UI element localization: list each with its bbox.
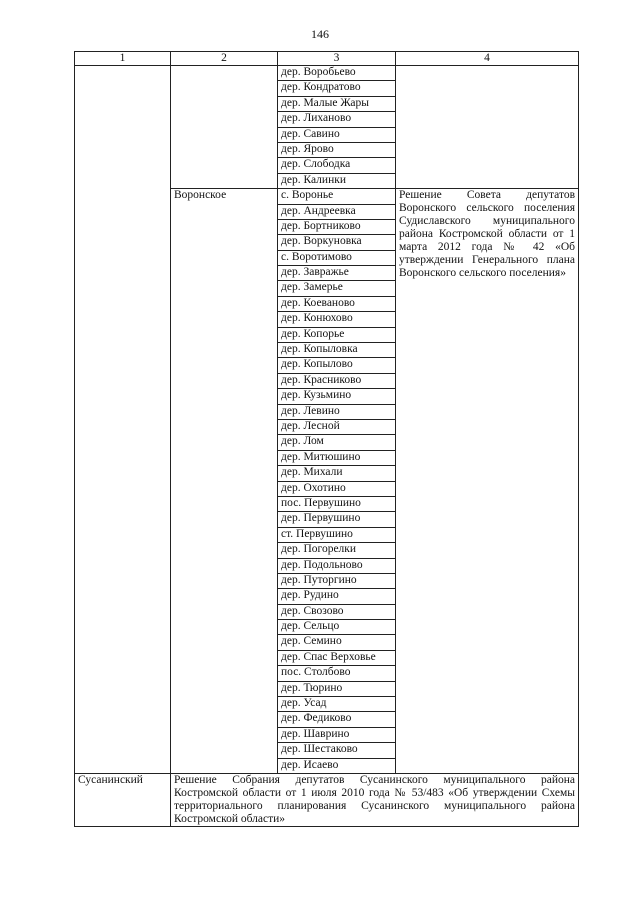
page-number: 146 [311, 27, 329, 41]
settlement-cell: дер. Исаево [278, 758, 396, 773]
settlement-cell: дер. Завражье [278, 266, 396, 281]
column-header-2: 2 [171, 52, 278, 66]
settlement-cell: дер. Савино [278, 127, 396, 142]
subdistrict-name: Воронское [171, 189, 278, 774]
settlement-cell: дер. Лиханово [278, 112, 396, 127]
table-body [75, 66, 579, 827]
settlement-cell: дер. Конюхово [278, 312, 396, 327]
settlement-cell: дер. Сельцо [278, 620, 396, 635]
settlement-cell: дер. Красниково [278, 373, 396, 388]
settlement-cell: пос. Столбово [278, 666, 396, 681]
column-header-1: 1 [75, 52, 171, 66]
settlement-cell: дер. Федиково [278, 712, 396, 727]
settlement-cell: дер. Митюшино [278, 450, 396, 465]
settlement-cell: дер. Кондратово [278, 81, 396, 96]
table-row [75, 66, 579, 81]
settlement-cell: дер. Тюрино [278, 681, 396, 696]
settlements-table [74, 51, 579, 827]
settlement-cell: дер. Воркуновка [278, 235, 396, 250]
settlement-cell: дер. Спас Верховье [278, 650, 396, 665]
subdistrict-document: Решение Совета депутатов Воронского сельского поселения Судиславского муниципального района Костромской области от 1 марта 2012 года № 42 «Об утверждении Генерального плана Воронского сельского поселения» [399, 189, 575, 280]
district-document-cell [171, 773, 579, 826]
settlement-cell: дер. Калинки [278, 173, 396, 188]
settlement-cell: дер. Усад [278, 697, 396, 712]
settlement-cell: дер. Первушино [278, 512, 396, 527]
settlement-cell: дер. Копыловка [278, 343, 396, 358]
settlement-cell: дер. Бортниково [278, 219, 396, 234]
settlement-cell: дер. Свозово [278, 604, 396, 619]
document-cell-empty [396, 66, 579, 189]
settlement-cell: дер. Михали [278, 466, 396, 481]
settlement-cell: пос. Первушино [278, 496, 396, 511]
settlement-cell: дер. Малые Жары [278, 96, 396, 111]
district-row [75, 773, 579, 826]
settlement-cell: дер. Погорелки [278, 543, 396, 558]
settlement-cell: дер. Лесной [278, 419, 396, 434]
settlement-cell: дер. Слободка [278, 158, 396, 173]
document-cell [396, 189, 579, 774]
settlement-cell: с. Воронье [278, 189, 396, 204]
settlement-cell: дер. Шестаково [278, 743, 396, 758]
settlement-cell: дер. Андреевка [278, 204, 396, 219]
column-header-3: 3 [278, 52, 396, 66]
settlement-cell: дер. Левино [278, 404, 396, 419]
settlement-cell: дер. Путоргино [278, 573, 396, 588]
district-document: Решение Собрания депутатов Сусанинского муниципального района Костромской области от 1 июля 2010 года № 53/483 «Об утверждении Схемы территориального планирования Сусанинского муниципального района Костромской области» [174, 773, 575, 825]
settlement-cell: дер. Кузьмино [278, 389, 396, 404]
district-name: Сусанинский [75, 773, 171, 826]
settlement-cell: дер. Шаврино [278, 727, 396, 742]
subdistrict-cell-empty [171, 66, 278, 189]
settlement-cell: дер. Замерье [278, 281, 396, 296]
column-header-4: 4 [396, 52, 579, 66]
settlement-cell: дер. Коеваново [278, 296, 396, 311]
settlement-cell: дер. Копорье [278, 327, 396, 342]
settlement-cell: дер. Рудино [278, 589, 396, 604]
district-cell-empty [75, 66, 171, 774]
settlement-cell: ст. Первушино [278, 527, 396, 542]
settlement-cell: дер. Копылово [278, 358, 396, 373]
settlement-cell: дер. Охотино [278, 481, 396, 496]
settlement-cell: дер. Воробьево [278, 66, 396, 81]
settlement-cell: с. Воротимово [278, 250, 396, 265]
settlement-cell: дер. Семино [278, 635, 396, 650]
settlement-cell: дер. Подольново [278, 558, 396, 573]
settlement-cell: дер. Лом [278, 435, 396, 450]
header-row [75, 52, 579, 66]
settlement-cell: дер. Ярово [278, 142, 396, 157]
